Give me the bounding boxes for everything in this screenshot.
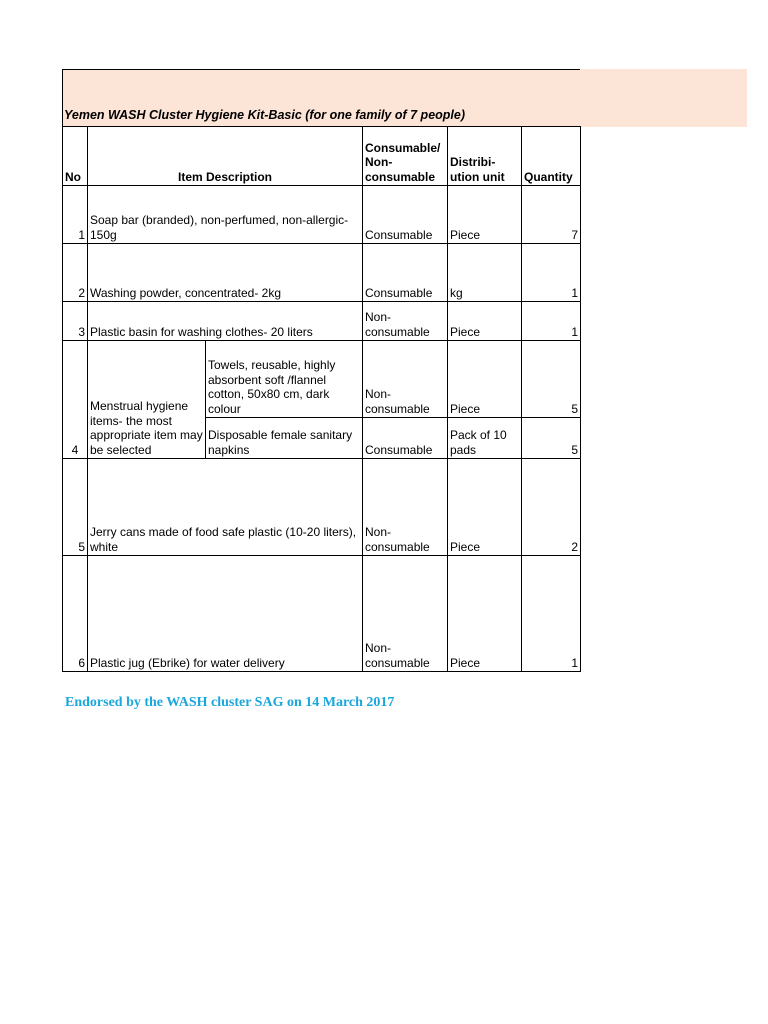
table-row: [63, 186, 581, 244]
sub-item: Disposable female sanitary napkins: [206, 418, 363, 459]
row-item: Soap bar (branded), non-perfumed, non-allergic- 150g: [88, 186, 363, 244]
hygiene-kit-table: [62, 126, 581, 672]
row-item: Plastic jug (Ebrike) for water delivery: [88, 556, 363, 672]
row-item: Washing powder, concentrated- 2kg: [88, 244, 363, 302]
row-unit: Piece: [448, 459, 522, 556]
header-distribution-unit: Distribi-ution unit: [448, 127, 522, 186]
row-no: 4: [63, 341, 88, 459]
row-type: Non-consumable: [363, 556, 448, 672]
row-item: Jerry cans made of food safe plastic (10-20 liters), white: [88, 459, 363, 556]
header-item-description: Item Description: [88, 127, 363, 186]
row-qty: 1: [522, 302, 581, 341]
header-consumable: Consumable/ Non-consumable: [363, 127, 448, 186]
row-unit: kg: [448, 244, 522, 302]
header-no: No: [63, 127, 88, 186]
row-type: Non-consumable: [363, 459, 448, 556]
row-type: Consumable: [363, 244, 448, 302]
row-qty: 7: [522, 186, 581, 244]
row-type: Non-consumable: [363, 341, 448, 418]
row-no: 6: [63, 556, 88, 672]
row-no: 1: [63, 186, 88, 244]
row-type: Non-consumable: [363, 302, 448, 341]
row-qty: 2: [522, 459, 581, 556]
row-unit: Piece: [448, 302, 522, 341]
row-unit: Piece: [448, 186, 522, 244]
row-unit: Piece: [448, 556, 522, 672]
row-no: 3: [63, 302, 88, 341]
row-qty: 5: [522, 341, 581, 418]
row-qty: 1: [522, 244, 581, 302]
row-no: 5: [63, 459, 88, 556]
table-row: [63, 459, 581, 556]
band-border-left: [62, 69, 63, 127]
table-row: [63, 556, 581, 672]
band-border-top: [62, 69, 580, 70]
kit-title: Yemen WASH Cluster Hygiene Kit-Basic (for one family of 7 people): [64, 108, 466, 122]
table-row: [63, 302, 581, 341]
row-item: Plastic basin for washing clothes- 20 liters: [88, 302, 363, 341]
row-no: 2: [63, 244, 88, 302]
sub-item: Towels, reusable, highly absorbent soft /flannel cotton, 50x80 cm, dark colour: [206, 341, 363, 418]
row-type: Consumable: [363, 186, 448, 244]
table-row: [63, 244, 581, 302]
endorsement-note: Endorsed by the WASH cluster SAG on 14 March 2017: [65, 695, 395, 710]
row-type: Consumable: [363, 418, 448, 459]
header-quantity: Quantity: [522, 127, 581, 186]
table-row: [63, 341, 581, 418]
row-qty: 5: [522, 418, 581, 459]
row-unit: Piece: [448, 341, 522, 418]
row-item: Menstrual hygiene items- the most appropriate item may be selected: [88, 341, 206, 459]
row-unit: Pack of 10 pads: [448, 418, 522, 459]
row-qty: 1: [522, 556, 581, 672]
header-row: [63, 127, 581, 186]
